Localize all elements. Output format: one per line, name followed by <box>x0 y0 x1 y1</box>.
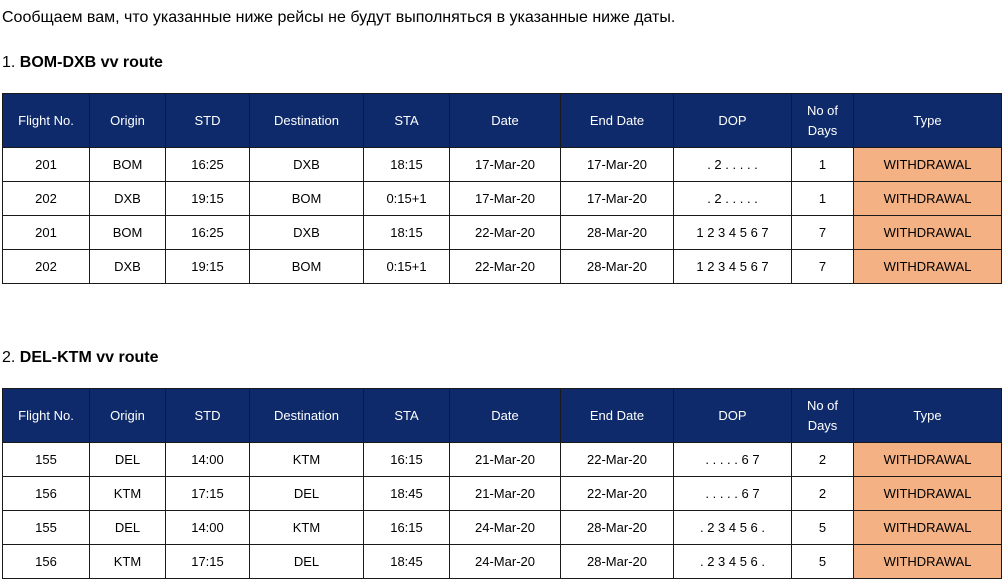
cell-std: 19:15 <box>166 182 250 216</box>
cell-destination: DEL <box>250 477 364 511</box>
cell-no-of-days: 2 <box>792 443 854 477</box>
cell-no-of-days: 1 <box>792 182 854 216</box>
cell-end-date: 17-Mar-20 <box>561 148 674 182</box>
table-row <box>3 477 1002 511</box>
cell-type: WITHDRAWAL <box>854 545 1002 579</box>
cell-dop: . 2 . . . . . <box>674 182 792 216</box>
cell-type: WITHDRAWAL <box>854 511 1002 545</box>
table-row <box>3 148 1002 182</box>
cell-type: WITHDRAWAL <box>854 182 1002 216</box>
col-std: STD <box>166 94 250 148</box>
cell-no-of-days: 5 <box>792 511 854 545</box>
flights-table-2 <box>2 388 1002 579</box>
cell-flight-no: 201 <box>3 148 90 182</box>
cell-no-of-days: 1 <box>792 148 854 182</box>
cell-sta: 18:45 <box>364 477 450 511</box>
col-dop: DOP <box>674 94 792 148</box>
cell-end-date: 22-Mar-20 <box>561 443 674 477</box>
cell-date: 24-Mar-20 <box>450 545 561 579</box>
cell-sta: 0:15+1 <box>364 250 450 284</box>
cell-date: 21-Mar-20 <box>450 477 561 511</box>
cell-flight-no: 156 <box>3 477 90 511</box>
col-no-of-days: No of Days <box>792 389 854 443</box>
cell-origin: KTM <box>90 477 166 511</box>
table-header-row <box>3 389 1002 443</box>
cell-type: WITHDRAWAL <box>854 443 1002 477</box>
col-type: Type <box>854 389 1002 443</box>
col-origin: Origin <box>90 389 166 443</box>
cell-end-date: 28-Mar-20 <box>561 216 674 250</box>
col-date: Date <box>450 94 561 148</box>
cell-dop: 1 2 3 4 5 6 7 <box>674 216 792 250</box>
col-destination: Destination <box>250 389 364 443</box>
cell-date: 24-Mar-20 <box>450 511 561 545</box>
cell-std: 16:25 <box>166 148 250 182</box>
cell-date: 21-Mar-20 <box>450 443 561 477</box>
col-end-date: End Date <box>561 389 674 443</box>
table-header-row <box>3 94 1002 148</box>
section-1-route: BOM-DXB vv route <box>19 54 163 71</box>
table-row <box>3 545 1002 579</box>
cell-destination: KTM <box>250 443 364 477</box>
cell-std: 16:25 <box>166 216 250 250</box>
col-end-date: End Date <box>561 94 674 148</box>
section-2-title <box>2 349 158 367</box>
cell-date: 22-Mar-20 <box>450 216 561 250</box>
cell-type: WITHDRAWAL <box>854 477 1002 511</box>
table-row <box>3 182 1002 216</box>
cell-destination: KTM <box>250 511 364 545</box>
cell-std: 19:15 <box>166 250 250 284</box>
table-row <box>3 443 1002 477</box>
cell-origin: DEL <box>90 443 166 477</box>
cell-type: WITHDRAWAL <box>854 250 1002 284</box>
cell-destination: DXB <box>250 148 364 182</box>
cell-origin: BOM <box>90 216 166 250</box>
cell-flight-no: 201 <box>3 216 90 250</box>
cell-sta: 16:15 <box>364 443 450 477</box>
cell-end-date: 28-Mar-20 <box>561 250 674 284</box>
col-flight-no: Flight No. <box>3 94 90 148</box>
cell-flight-no: 156 <box>3 545 90 579</box>
cell-destination: DXB <box>250 216 364 250</box>
section-2-route: DEL-KTM vv route <box>19 349 159 366</box>
col-std: STD <box>166 389 250 443</box>
col-date: Date <box>450 389 561 443</box>
cell-end-date: 22-Mar-20 <box>561 477 674 511</box>
cell-date: 17-Mar-20 <box>450 148 561 182</box>
cell-dop: . . . . . 6 7 <box>674 477 792 511</box>
cell-std: 17:15 <box>166 477 250 511</box>
cell-sta: 18:45 <box>364 545 450 579</box>
cell-destination: BOM <box>250 250 364 284</box>
cell-sta: 18:15 <box>364 148 450 182</box>
cell-sta: 0:15+1 <box>364 182 450 216</box>
col-dop: DOP <box>674 389 792 443</box>
cell-sta: 16:15 <box>364 511 450 545</box>
cell-origin: DXB <box>90 182 166 216</box>
cell-origin: DEL <box>90 511 166 545</box>
cell-dop: . . . . . 6 7 <box>674 443 792 477</box>
col-sta: STA <box>364 94 450 148</box>
cell-no-of-days: 7 <box>792 216 854 250</box>
section-1-number: 1. <box>2 54 16 71</box>
cell-dop: 1 2 3 4 5 6 7 <box>674 250 792 284</box>
cell-dop: . 2 . . . . . <box>674 148 792 182</box>
cell-origin: DXB <box>90 250 166 284</box>
cell-std: 14:00 <box>166 443 250 477</box>
cell-dop: . 2 3 4 5 6 . <box>674 545 792 579</box>
cell-destination: DEL <box>250 545 364 579</box>
col-destination: Destination <box>250 94 364 148</box>
cell-std: 14:00 <box>166 511 250 545</box>
cell-no-of-days: 2 <box>792 477 854 511</box>
cell-date: 17-Mar-20 <box>450 182 561 216</box>
cell-destination: BOM <box>250 182 364 216</box>
col-origin: Origin <box>90 94 166 148</box>
cell-origin: KTM <box>90 545 166 579</box>
flights-table-1 <box>2 93 1002 284</box>
cell-sta: 18:15 <box>364 216 450 250</box>
cell-flight-no: 202 <box>3 250 90 284</box>
cell-no-of-days: 7 <box>792 250 854 284</box>
col-sta: STA <box>364 389 450 443</box>
cell-end-date: 17-Mar-20 <box>561 182 674 216</box>
cell-flight-no: 155 <box>3 511 90 545</box>
cell-flight-no: 155 <box>3 443 90 477</box>
table-row <box>3 250 1002 284</box>
cell-std: 17:15 <box>166 545 250 579</box>
cell-dop: . 2 3 4 5 6 . <box>674 511 792 545</box>
intro-text: Сообщаем вам, что указанные ниже рейсы не будут выполняться в указанные ниже даты. <box>2 9 676 26</box>
col-flight-no: Flight No. <box>3 389 90 443</box>
cell-no-of-days: 5 <box>792 545 854 579</box>
section-2-number: 2. <box>2 349 16 366</box>
cell-flight-no: 202 <box>3 182 90 216</box>
section-1-title <box>2 54 163 72</box>
cell-origin: BOM <box>90 148 166 182</box>
cell-end-date: 28-Mar-20 <box>561 511 674 545</box>
cell-date: 22-Mar-20 <box>450 250 561 284</box>
cell-type: WITHDRAWAL <box>854 148 1002 182</box>
cell-type: WITHDRAWAL <box>854 216 1002 250</box>
table-row <box>3 216 1002 250</box>
col-no-of-days: No of Days <box>792 94 854 148</box>
cell-end-date: 28-Mar-20 <box>561 545 674 579</box>
col-type: Type <box>854 94 1002 148</box>
table-row <box>3 511 1002 545</box>
